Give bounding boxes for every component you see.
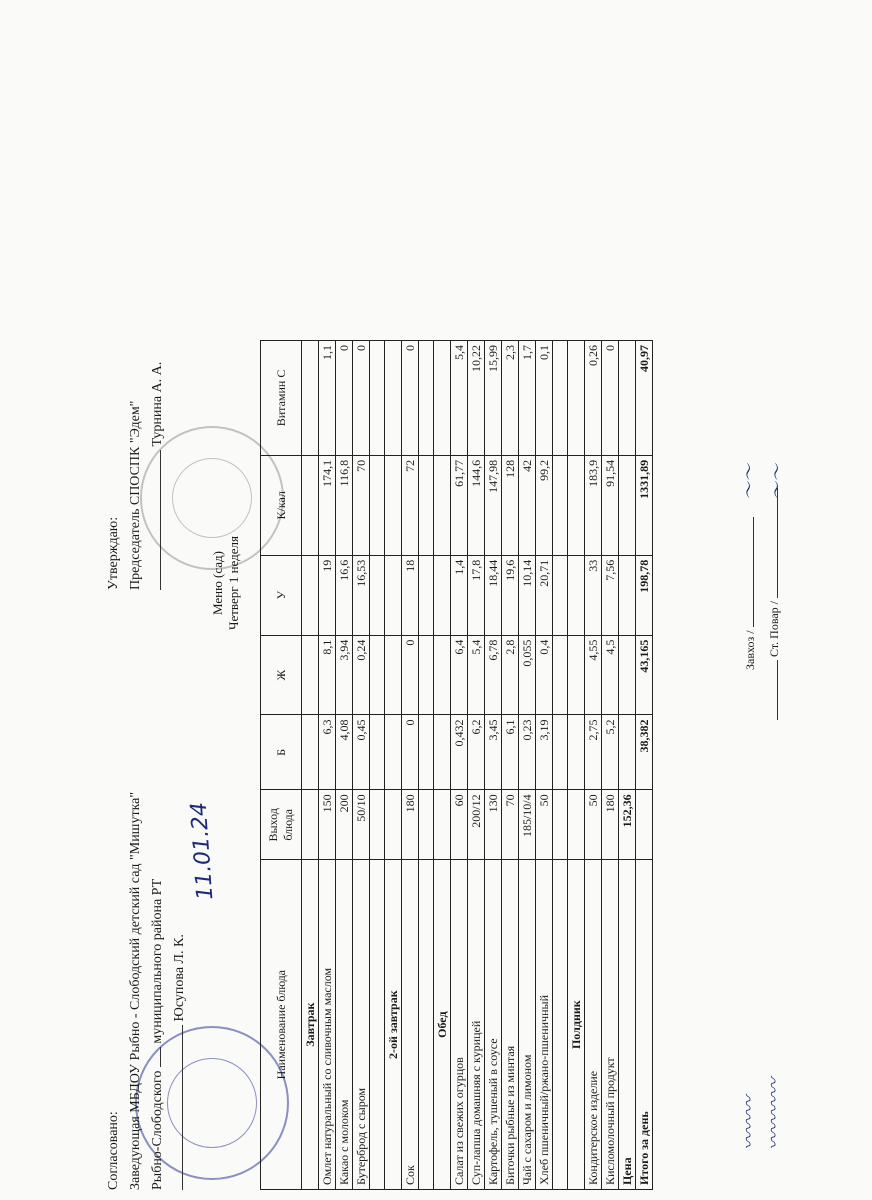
value-cell-out: 50 [536,790,553,860]
value-cell-out: 50/10 [353,790,370,860]
value-cell-zh: 4,55 [585,635,602,715]
empty-cell [568,455,585,555]
dish-name: Сок [402,860,419,1190]
dish-name: Чай с сахаром и лимоном [519,860,536,1190]
value-cell-zh: 0,055 [519,635,536,715]
empty-cell [553,341,568,456]
value-cell-vitc: 0 [602,341,619,456]
handwritten-signature-4-icon: 〜〜 [767,464,788,500]
value-cell-out: 200/12 [468,790,485,860]
menu-title: Меню (сад) [210,550,225,616]
empty-cell [568,555,585,635]
column-header: У [261,555,302,635]
value-cell-vitc: 15,99 [485,341,502,456]
table-row [451,341,468,1190]
value-cell-u: 1,4 [451,555,468,635]
table-row [353,341,370,1190]
column-header: Выход блюда [261,790,302,860]
value-cell-kcal: 42 [519,455,536,555]
value-cell-b: 2,75 [585,715,602,790]
empty-cell [419,790,434,860]
agreed-label: Согласовано: [106,1111,121,1190]
value-cell-zh [619,635,636,715]
value-cell-b: 0 [402,715,419,790]
dish-name: Биточки рыбные из минтая [502,860,519,1190]
chairman-name: Турнина А. А. [150,361,165,447]
director-name: Юсупова Л. К. [172,934,187,1022]
value-cell-out: 60 [451,790,468,860]
value-cell-vitc: 0,26 [585,341,602,456]
menu-table [260,340,653,1190]
value-cell-kcal: 99,2 [536,455,553,555]
approval-block-right [103,290,169,590]
value-cell-vitc: 1,1 [319,341,336,456]
empty-cell [385,715,402,790]
value-cell-u [619,555,636,635]
value-cell-kcal [619,455,636,555]
section-title: 2-ой завтрак [385,860,402,1190]
value-cell-kcal: 91,54 [602,455,619,555]
empty-cell [419,860,434,1190]
section-title: Завтрак [302,860,319,1190]
column-header: Наименование блюда [261,860,302,1190]
dish-name: Итого за день [636,860,653,1190]
empty-cell [419,455,434,555]
section-row [568,341,585,1190]
table-header-row [261,341,302,1190]
empty-cell [553,790,568,860]
empty-cell [553,860,568,1190]
empty-cell [553,455,568,555]
director-signature-line [169,670,191,1190]
value-cell-vitc: 5,4 [451,341,468,456]
value-cell-b: 38,382 [636,715,653,790]
column-header: Ж [261,635,302,715]
section-row [434,341,451,1190]
total-row [619,341,636,1190]
value-cell-zh: 6,4 [451,635,468,715]
value-cell-u: 33 [585,555,602,635]
value-cell-out: 180 [602,790,619,860]
value-cell-b: 0,45 [353,715,370,790]
value-cell-kcal: 144,6 [468,455,485,555]
dish-name: Салат из свежих огурцов [451,860,468,1190]
value-cell-vitc: 2,3 [502,341,519,456]
value-cell-zh: 2,8 [502,635,519,715]
menu-subtitle: Четверг 1 неделя [226,536,241,630]
empty-cell [302,455,319,555]
empty-cell [302,790,319,860]
value-cell-u: 198,78 [636,555,653,635]
empty-cell [302,555,319,635]
approval-block-left [103,670,191,1190]
chairman-signature-line [147,290,169,590]
value-cell-b: 0,432 [451,715,468,790]
dish-name: Цена [619,860,636,1190]
value-cell-u: 17,8 [468,555,485,635]
total-row [636,341,653,1190]
dish-name: Омлет натуральный со сливочным маслом [319,860,336,1190]
empty-cell [370,341,385,456]
zavhoz-signature [743,517,758,670]
empty-cell [419,555,434,635]
handwritten-signature-3-icon: 〜〜 [739,464,760,500]
empty-cell [370,715,385,790]
spacer-row [419,341,434,1190]
table-row [336,341,353,1190]
empty-cell [385,341,402,456]
empty-cell [302,715,319,790]
empty-cell [434,555,451,635]
empty-cell [370,555,385,635]
value-cell-b: 0,23 [519,715,536,790]
menu-title-block [210,536,242,630]
empty-cell [385,555,402,635]
zavhoz-label: Завхоз / [743,630,757,670]
cook-label: Ст. Повар / [767,600,781,657]
table-row [485,341,502,1190]
empty-cell [370,860,385,1190]
dish-name: Хлеб пшеничный/ржано-пшеничный [536,860,553,1190]
value-cell-kcal: 72 [402,455,419,555]
value-cell-kcal: 1331,89 [636,455,653,555]
empty-cell [553,715,568,790]
value-cell-zh: 6,78 [485,635,502,715]
empty-cell [385,455,402,555]
menu-sheet [95,340,815,1190]
value-cell-b: 5,2 [602,715,619,790]
dish-name: Кисломолочный продукт [602,860,619,1190]
empty-cell [568,635,585,715]
value-cell-b: 6,3 [319,715,336,790]
district-region: муниципального района РТ [150,878,165,1044]
menu-table-body [302,341,653,1190]
value-cell-vitc: 40,97 [636,341,653,456]
value-cell-kcal: 174,1 [319,455,336,555]
value-cell-out: 180 [402,790,419,860]
value-cell-out: 50 [585,790,602,860]
value-cell-zh: 0 [402,635,419,715]
empty-cell [370,790,385,860]
dish-name: Картофель, тушеный в соусе [485,860,502,1190]
value-cell-kcal: 147,98 [485,455,502,555]
value-cell-vitc: 1,7 [519,341,536,456]
table-row [502,341,519,1190]
column-header: Витамин С [261,341,302,456]
table-row [585,341,602,1190]
empty-cell [434,790,451,860]
value-cell-u: 19 [319,555,336,635]
empty-cell [419,715,434,790]
handwritten-signature-2-icon: 〰〰〰〰 [764,1078,785,1150]
value-cell-u: 18,44 [485,555,502,635]
value-cell-out: 130 [485,790,502,860]
value-cell-u: 20,71 [536,555,553,635]
value-cell-zh: 8,1 [319,635,336,715]
empty-cell [302,635,319,715]
empty-cell [434,715,451,790]
handwritten-date: 11.01.24 [186,801,219,901]
value-cell-zh: 4,5 [602,635,619,715]
value-cell-out [636,790,653,860]
empty-cell [370,455,385,555]
value-cell-kcal: 128 [502,455,519,555]
empty-cell [568,715,585,790]
value-cell-b: 6,2 [468,715,485,790]
value-cell-u: 16,6 [336,555,353,635]
value-cell-b: 3,45 [485,715,502,790]
table-row [602,341,619,1190]
section-row [385,341,402,1190]
table-row [468,341,485,1190]
value-cell-zh: 0,24 [353,635,370,715]
value-cell-out: 185/10/4 [519,790,536,860]
handwritten-signature-1-icon: 〰〰〰 [739,1096,760,1150]
value-cell-b: 4,08 [336,715,353,790]
empty-cell [385,635,402,715]
value-cell-u: 16,53 [353,555,370,635]
dish-name: Кондитерское изделие [585,860,602,1190]
empty-cell [553,555,568,635]
value-cell-zh: 3,94 [336,635,353,715]
dish-name: Бутерброд с сыром [353,860,370,1190]
empty-cell [434,455,451,555]
value-cell-u: 10,14 [519,555,536,635]
table-row [319,341,336,1190]
section-title: Обед [434,860,451,1190]
section-title: Полдник [568,860,585,1190]
value-cell-b [619,715,636,790]
value-cell-zh: 5,4 [468,635,485,715]
empty-cell [419,341,434,456]
value-cell-kcal: 116,8 [336,455,353,555]
value-cell-b: 6,1 [502,715,519,790]
value-cell-kcal: 70 [353,455,370,555]
value-cell-zh: 43,165 [636,635,653,715]
dish-name: Какао с молоком [336,860,353,1190]
value-cell-out: 200 [336,790,353,860]
table-row [519,341,536,1190]
value-cell-vitc [619,341,636,456]
cook-signature [767,488,782,720]
value-cell-out: 150 [319,790,336,860]
value-cell-vitc: 0 [402,341,419,456]
section-row [302,341,319,1190]
value-cell-vitc: 0 [353,341,370,456]
district-line [147,670,169,1190]
empty-cell [553,635,568,715]
spacer-row [553,341,568,1190]
value-cell-zh: 0,4 [536,635,553,715]
value-cell-u: 19,6 [502,555,519,635]
value-cell-out: 70 [502,790,519,860]
empty-cell [434,635,451,715]
chairman-title: Председатель СПОСПК "Эдем" [128,400,143,590]
value-cell-u: 18 [402,555,419,635]
value-cell-out: 152,36 [619,790,636,860]
director-title: Заведующая МБДОУ Рыбно - Слободский детский сад "Мишутка" [128,791,143,1190]
spacer-row [370,341,385,1190]
empty-cell [434,341,451,456]
district-name: Рыбно-Слободского [150,1070,165,1190]
empty-cell [370,635,385,715]
value-cell-vitc: 0 [336,341,353,456]
empty-cell [385,790,402,860]
table-row [402,341,419,1190]
approve-label: Утверждаю: [106,516,121,590]
value-cell-b: 3,19 [536,715,553,790]
empty-cell [568,790,585,860]
value-cell-kcal: 183,9 [585,455,602,555]
table-row [536,341,553,1190]
column-header: К/кал [261,455,302,555]
value-cell-vitc: 0,1 [536,341,553,456]
column-header: Б [261,715,302,790]
empty-cell [419,635,434,715]
value-cell-u: 7,56 [602,555,619,635]
empty-cell [568,341,585,456]
empty-cell [302,341,319,456]
dish-name: Суп-лапша домашняя с курицей [468,860,485,1190]
value-cell-vitc: 10,22 [468,341,485,456]
value-cell-kcal: 61,77 [451,455,468,555]
